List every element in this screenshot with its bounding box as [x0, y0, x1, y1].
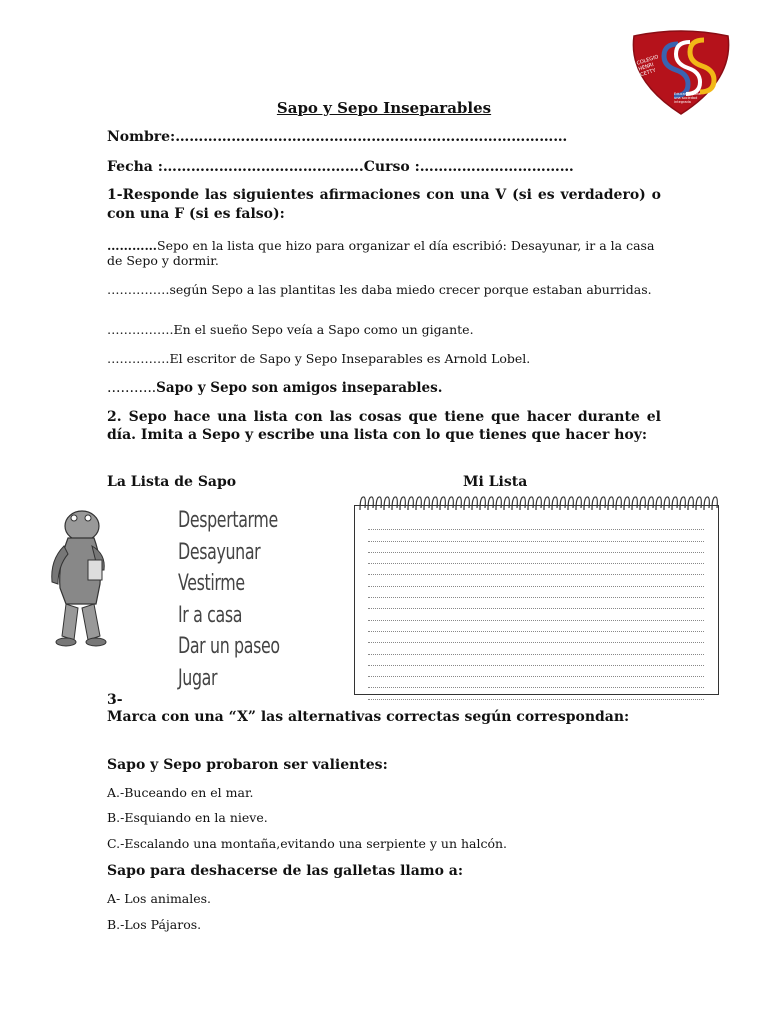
q3-sub2-question: Sapo para deshacerse de las galletas llamo a: [107, 863, 464, 879]
q2-text: Sepo hace una lista con las cosas que tiene que hacer durante el día. Imita a Sepo y escribe una lista con lo que tienes que hacer hoy: [107, 409, 662, 443]
writing-line [368, 598, 704, 609]
answer-blank: ……………. [107, 322, 174, 337]
q1-item [107, 322, 667, 337]
q1-item [107, 351, 667, 366]
writing-line [368, 519, 704, 530]
writing-line [368, 643, 704, 654]
spiral-ring [608, 497, 613, 510]
spiral-ring [704, 497, 709, 510]
spiral-ring [672, 497, 677, 510]
writing-line [368, 553, 704, 564]
writing-line [368, 688, 704, 699]
spiral-ring [520, 497, 525, 510]
writing-line [368, 621, 704, 632]
q3-sub1-question: Sapo y Sepo probaron ser valientes: [107, 757, 388, 773]
option-b[interactable]: B.-Esquiando en la nieve. [107, 810, 268, 825]
answer-blank: ……….. [107, 380, 157, 396]
spiral-ring [656, 497, 661, 510]
q1-item [107, 282, 667, 297]
writing-line [368, 564, 704, 575]
spiral-ring [680, 497, 685, 510]
spiral-ring [496, 497, 501, 510]
list-item: Ir a casa [178, 602, 243, 628]
writing-line [368, 587, 704, 598]
list-item: Desayunar [178, 539, 261, 565]
page-title: Sapo y Sepo Inseparables [276, 99, 492, 117]
spiral-ring [488, 497, 493, 510]
writing-line [368, 655, 704, 666]
writing-line [368, 575, 704, 586]
q1-item [107, 381, 667, 396]
spiral-ring [592, 497, 597, 510]
spiral-ring [472, 497, 477, 510]
spiral-ring [368, 497, 373, 510]
spiral-ring [464, 497, 469, 510]
q3-number: 3- [107, 692, 123, 708]
spiral-ring [648, 497, 653, 510]
writing-line [368, 530, 704, 541]
logo-motto: Educando para una sociedad integrada [674, 92, 701, 104]
spiral-ring [688, 497, 693, 510]
spiral-ring [440, 497, 445, 510]
list-item: Dar un paseo [178, 634, 280, 659]
spiral-binding-icon [354, 494, 720, 512]
writing-line [368, 666, 704, 677]
spiral-ring [640, 497, 645, 510]
option-c[interactable]: C.-Escalando una montaña,evitando una serpiente y un halcón. [107, 836, 508, 851]
spiral-ring [544, 497, 549, 510]
spiral-ring [504, 497, 509, 510]
sapo-handwritten-list [178, 505, 293, 694]
spiral-ring [632, 497, 637, 510]
statement-text: según Sepo a las plantitas les daba miedo crecer porque estaban aburridas. [169, 282, 652, 297]
sapo-illustration [44, 504, 118, 650]
frog-icon [44, 504, 118, 650]
spiral-ring [376, 497, 381, 510]
spiral-ring [528, 497, 533, 510]
writing-line [368, 632, 704, 643]
logo-text: COLEGIO HENRI CETTY [635, 54, 660, 79]
spiral-ring [568, 497, 573, 510]
spiral-ring [712, 497, 717, 510]
statement-text: Sepo en la lista que hizo para organizar el día escribió: Desayunar, ir a la casa de Sepo y dormir. [107, 238, 655, 268]
list-item: Despertarme [178, 508, 278, 533]
spiral-ring [664, 497, 669, 510]
q1-item [107, 238, 667, 268]
answer-blank: …………… [107, 351, 170, 366]
lista-sapo-title: La Lista de Sapo [107, 474, 237, 490]
statement-text: En el sueño Sepo veía a Sapo como un gigante. [173, 322, 474, 337]
spiral-ring [560, 497, 565, 510]
spiral-ring [552, 497, 557, 510]
spiral-ring [360, 497, 365, 510]
spiral-ring [536, 497, 541, 510]
spiral-ring [456, 497, 461, 510]
spiral-ring [576, 497, 581, 510]
option-a[interactable]: A.-Buceando en el mar. [107, 785, 254, 800]
writing-line [368, 542, 704, 553]
spiral-ring [448, 497, 453, 510]
spiral-ring [624, 497, 629, 510]
spiral-ring [408, 497, 413, 510]
writing-line [368, 609, 704, 620]
fecha-curso-field: Fecha :…………………………………….Curso :…………………………… [107, 159, 574, 175]
spiral-ring [584, 497, 589, 510]
spiral-ring [416, 497, 421, 510]
notebook-lines [368, 519, 704, 700]
answer-blank: …………… [107, 282, 170, 297]
q1-prompt: 1-Responde las siguientes afirmaciones con una V (si es verdadero) o con una F (si es falso): [107, 187, 661, 222]
answer-blank: ………… [107, 238, 157, 253]
writing-line [368, 677, 704, 688]
spiral-ring [616, 497, 621, 510]
option-a[interactable]: A- Los animales. [107, 891, 212, 906]
spiral-ring [424, 497, 429, 510]
spiral-ring [392, 497, 397, 510]
q3-prompt: Marca con una “X” las alternativas correctas según correspondan: [107, 709, 630, 725]
list-item: Vestirme [178, 571, 245, 596]
spiral-ring [600, 497, 605, 510]
spiral-ring [696, 497, 701, 510]
statement-text: El escritor de Sapo y Sepo Inseparables es Arnold Lobel. [169, 351, 531, 366]
option-b[interactable]: B.-Los Pájaros. [107, 917, 202, 932]
list-item: Jugar [178, 665, 218, 691]
q2-number: 2. [107, 409, 122, 425]
spiral-ring [432, 497, 437, 510]
spiral-ring [400, 497, 405, 510]
q2-prompt [107, 408, 661, 444]
spiral-ring [480, 497, 485, 510]
statement-text: Sapo y Sepo son amigos inseparables. [156, 380, 443, 396]
mi-lista-title: Mi Lista [463, 474, 528, 490]
spiral-ring [384, 497, 389, 510]
spiral-ring [512, 497, 517, 510]
nombre-field: Nombre:………………………………………………………………………… [107, 129, 568, 145]
